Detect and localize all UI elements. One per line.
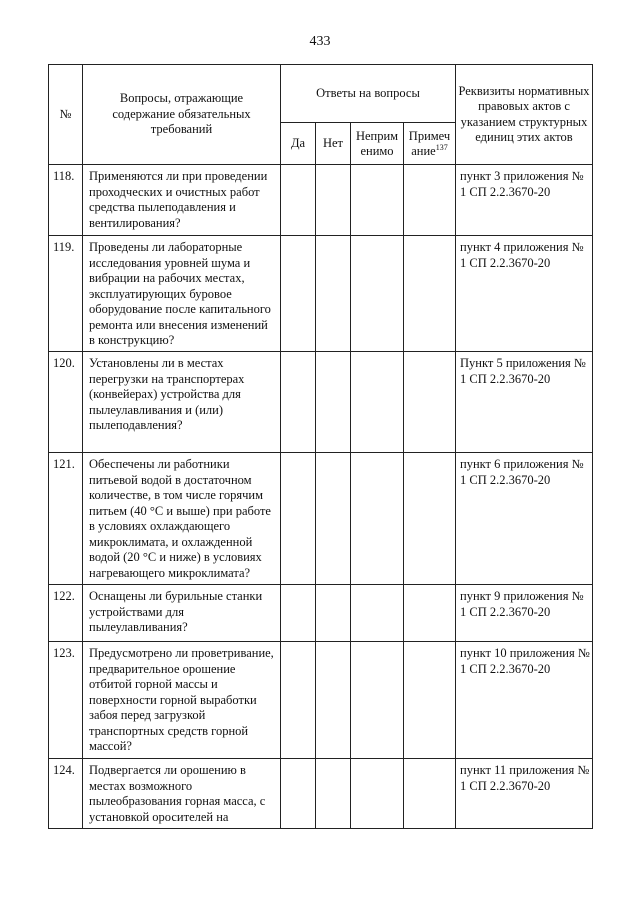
header-answer-not-applicable: Неприм енимо [351,123,404,165]
answer-yes-cell[interactable] [281,453,316,585]
row-question: Проведены ли лабораторные исследования уровней шума и вибрации на рабочих местах, эксплуатирующих буровое оборудование после капитального ремонта или внесения изменений в конструкцию? [83,236,281,352]
answer-yes-cell[interactable] [281,759,316,829]
header-answer-note: Примеч ание$^{137}$ [404,123,456,165]
answer-na-cell[interactable] [351,642,404,759]
table-row [49,453,593,585]
row-reference: Пункт 5 приложения № 1 СП 2.2.3670-20 [456,352,593,453]
row-question: Оснащены ли бурильные станки устройствами для пылеулавливания? [83,585,281,642]
row-question: Предусмотрено ли проветривание, предварительное орошение отбитой горной массы и поверхности горной выработки забоя перед загрузкой транспортных средств горной массой? [83,642,281,759]
table-row [49,642,593,759]
header-question: Вопросы, отражающие содержание обязательных требований [83,65,281,165]
table-row [49,352,593,453]
table-row [49,165,593,236]
answer-note-cell[interactable] [404,165,456,236]
requirements-table [48,64,593,829]
page-number: 433 [309,34,331,49]
answer-yes-cell[interactable] [281,642,316,759]
header-answer-no: Нет [316,123,351,165]
row-reference: пункт 9 приложения № 1 СП 2.2.3670-20 [456,585,593,642]
row-number: 118. [49,165,83,236]
answer-na-cell[interactable] [351,759,404,829]
answer-no-cell[interactable] [316,236,351,352]
answer-note-cell[interactable] [404,759,456,829]
header-answers: Ответы на вопросы [281,65,456,123]
table-row [49,236,593,352]
answer-note-cell[interactable] [404,453,456,585]
table-row [49,585,593,642]
answer-yes-cell[interactable] [281,165,316,236]
answer-no-cell[interactable] [316,759,351,829]
header-answer-yes: Да [281,123,316,165]
answer-yes-cell[interactable] [281,585,316,642]
answer-no-cell[interactable] [316,165,351,236]
answer-na-cell[interactable] [351,585,404,642]
answer-note-cell[interactable] [404,642,456,759]
answer-yes-cell[interactable] [281,236,316,352]
row-reference: пункт 6 приложения № 1 СП 2.2.3670-20 [456,453,593,585]
answer-note-cell[interactable] [404,585,456,642]
answer-na-cell[interactable] [351,453,404,585]
answer-no-cell[interactable] [316,642,351,759]
answer-na-cell[interactable] [351,236,404,352]
row-number: 119. [49,236,83,352]
row-question: Применяются ли при проведении проходческих и очистных работ средства пылеподавления и вентилирования? [83,165,281,236]
footnote-marker: 137 [435,142,448,152]
answer-no-cell[interactable] [316,453,351,585]
header-number: № [49,65,83,165]
row-question: Подвергается ли орошению в местах возможного пылеобразования горная масса, с установкой оросителей на [83,759,281,829]
answer-na-cell[interactable] [351,165,404,236]
header-reference: Реквизиты нормативных правовых актов с указанием структурных единиц этих актов [456,65,593,165]
answer-no-cell[interactable] [316,585,351,642]
answer-na-cell[interactable] [351,352,404,453]
answer-note-cell[interactable] [404,236,456,352]
row-number: 123. [49,642,83,759]
row-reference: пункт 4 приложения № 1 СП 2.2.3670-20 [456,236,593,352]
row-question: Обеспечены ли работники питьевой водой в достаточном количестве, в том числе горячим питьем (40 °С и выше) при работе в условиях охлаждающего микроклимата, и охлажденной водой (20 °С и ниже) в условиях нагревающего микроклимата? [83,453,281,585]
row-question: Установлены ли в местах перегрузки на транспортерах (конвейерах) устройства для пылеулавливания и (или) пылеподавления? [83,352,281,453]
table-row [49,759,593,829]
row-number: 122. [49,585,83,642]
row-reference: пункт 11 приложения № 1 СП 2.2.3670-20 [456,759,593,829]
row-number: 121. [49,453,83,585]
answer-note-cell[interactable] [404,352,456,453]
row-number: 120. [49,352,83,453]
answer-no-cell[interactable] [316,352,351,453]
row-number: 124. [49,759,83,829]
answer-yes-cell[interactable] [281,352,316,453]
row-reference: пункт 10 приложения № 1 СП 2.2.3670-20 [456,642,593,759]
row-reference: пункт 3 приложения № 1 СП 2.2.3670-20 [456,165,593,236]
